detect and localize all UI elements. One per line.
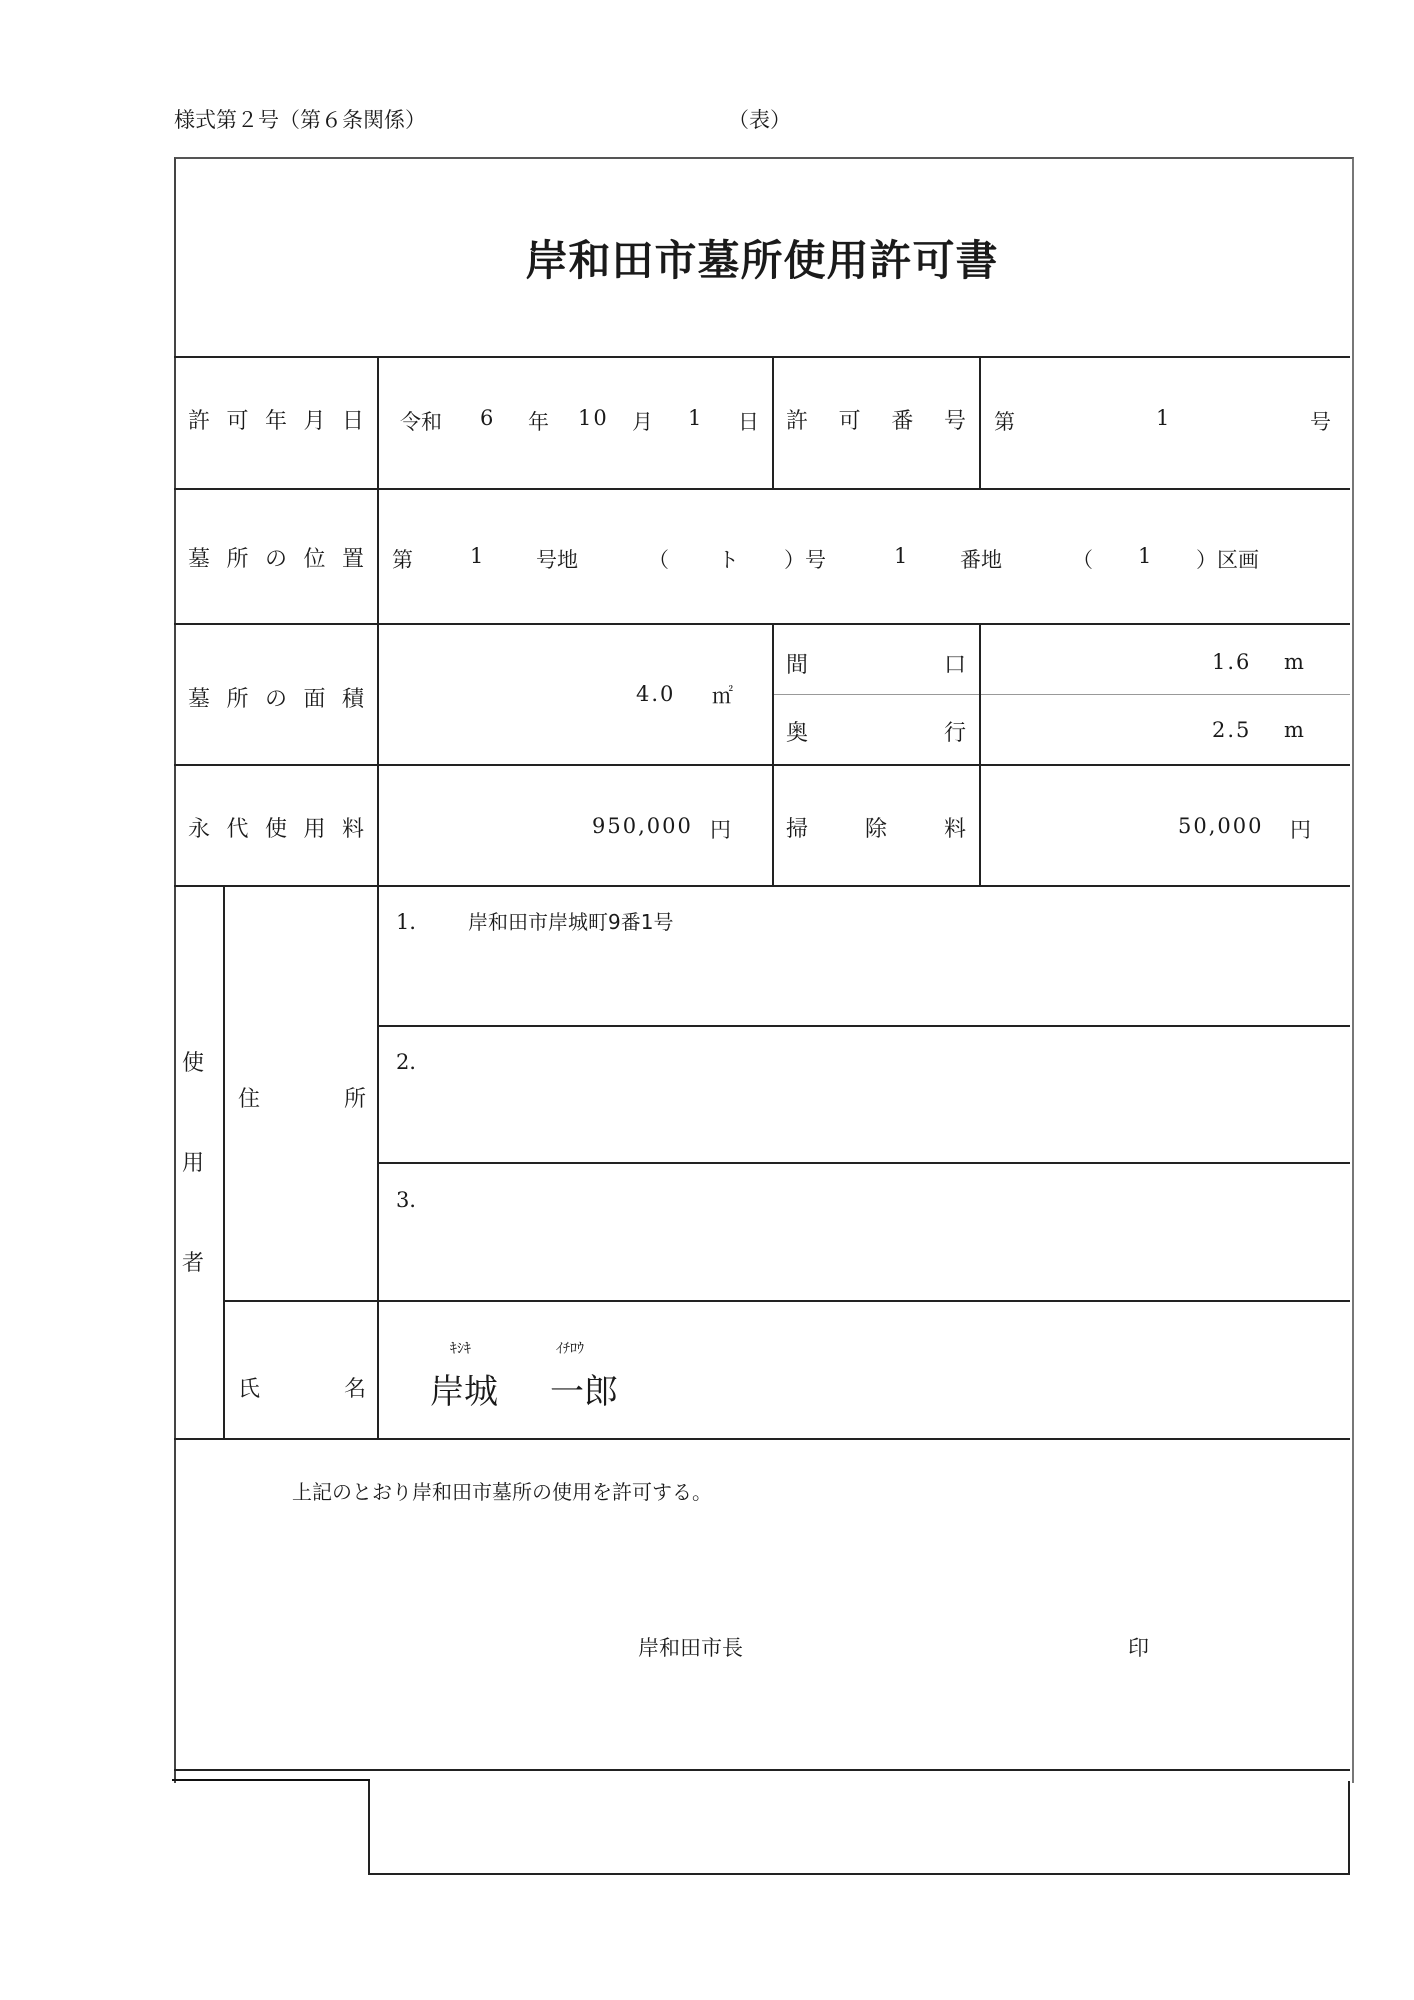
permit-date-era: 令和 [400,410,442,434]
vline-number-label [979,356,981,488]
label-frontage: 間 口 [786,653,966,678]
area-value: 4.0 [636,682,676,706]
label-depth: 奥 行 [786,721,966,746]
vline-area-right [979,623,981,885]
permit-date-month: 10 [578,406,609,430]
address-2-number: 2． [396,1050,431,1074]
vline-area-mid [772,623,774,885]
location-plot: 1 [1138,544,1152,568]
vline-user [223,885,225,1438]
frontage-value: 1.6 [1212,650,1252,674]
label-permit-date: 許 可 年 月 日 [188,409,364,434]
label-user: 使 用 者 [182,1051,205,1276]
location-section-close: ）号 [784,548,826,572]
seal-mark: 印 [1128,1636,1149,1660]
location-open-paren-2: （ [1072,548,1093,572]
name-kana-given: ｲﾁﾛｳ [556,1341,584,1357]
label-permit-number: 許 可 番 号 [786,409,966,434]
label-area: 墓 所 の 面 積 [188,687,364,712]
form-side-label: （表） [728,108,791,132]
vline-label [377,356,379,1438]
location-plot-close: ）区画 [1196,548,1259,572]
divider-address-2 [378,1162,1350,1164]
location-area-unit: 号地 [536,548,578,572]
divider-name [224,1300,1350,1302]
perpetual-fee-value: 950,000 [592,814,693,838]
address-3-number: 3． [396,1188,431,1212]
vline-date-right [772,356,774,488]
depth-value: 2.5 [1212,718,1252,742]
label-perpetual-fee: 永 代 使 用 料 [188,817,364,842]
form-number: 様式第２号（第６条関係） [174,108,426,132]
location-prefix: 第 [392,548,413,572]
location-section: ト [718,548,739,572]
permit-statement: 上記のとおり岸和田市墓所の使用を許可する。 [292,1480,712,1504]
bottom-stub-edge [172,1779,370,1781]
divider-area-sub [774,694,1350,695]
issuer-title: 岸和田市長 [638,1636,743,1660]
divider-row4 [174,885,1350,887]
name-kana-family: ｷｼｷ [450,1341,471,1357]
perpetual-fee-unit: 円 [710,818,731,842]
permit-date-day-unit: 日 [738,410,759,434]
divider-title [174,356,1350,358]
divider-address-1 [378,1025,1350,1027]
cleaning-fee-unit: 円 [1290,818,1311,842]
permit-date-year-unit: 年 [528,410,549,434]
area-unit: ㎡ [712,684,733,708]
depth-unit: m [1284,718,1304,742]
label-location: 墓 所 の 位 置 [188,547,364,572]
cleaning-fee-value: 50,000 [1178,814,1264,838]
permit-number-value: 1 [1156,406,1170,430]
permit-date-year: 6 [480,406,494,430]
permit-date-day: 1 [688,406,702,430]
name-family: 岸城 [430,1372,498,1412]
location-lot-unit: 番地 [960,548,1002,572]
label-cleaning-fee: 掃 除 料 [786,817,966,842]
divider-row2 [174,623,1350,625]
frontage-unit: m [1284,650,1304,674]
divider-row3 [174,764,1350,766]
location-area-no: 1 [470,544,484,568]
name-given: 一郎 [550,1372,618,1412]
address-1-text: 岸和田市岸城町9番1号 [468,910,674,934]
permit-number-prefix: 第 [994,410,1015,434]
permit-date-month-unit: 月 [632,410,653,434]
page-title: 岸和田市墓所使用許可書 [525,236,999,285]
divider-row1 [174,488,1350,490]
bottom-stub-box [368,1781,1350,1875]
label-name: 氏 名 [238,1377,366,1402]
address-1-number: 1． [396,910,431,934]
location-lot: 1 [894,544,908,568]
location-open-paren: （ [648,548,669,572]
divider-statement [174,1438,1350,1440]
permit-number-suffix: 号 [1310,410,1331,434]
divider-bottom [174,1769,1350,1771]
permit-form-frame [174,157,1354,1783]
label-address: 住 所 [238,1087,366,1112]
